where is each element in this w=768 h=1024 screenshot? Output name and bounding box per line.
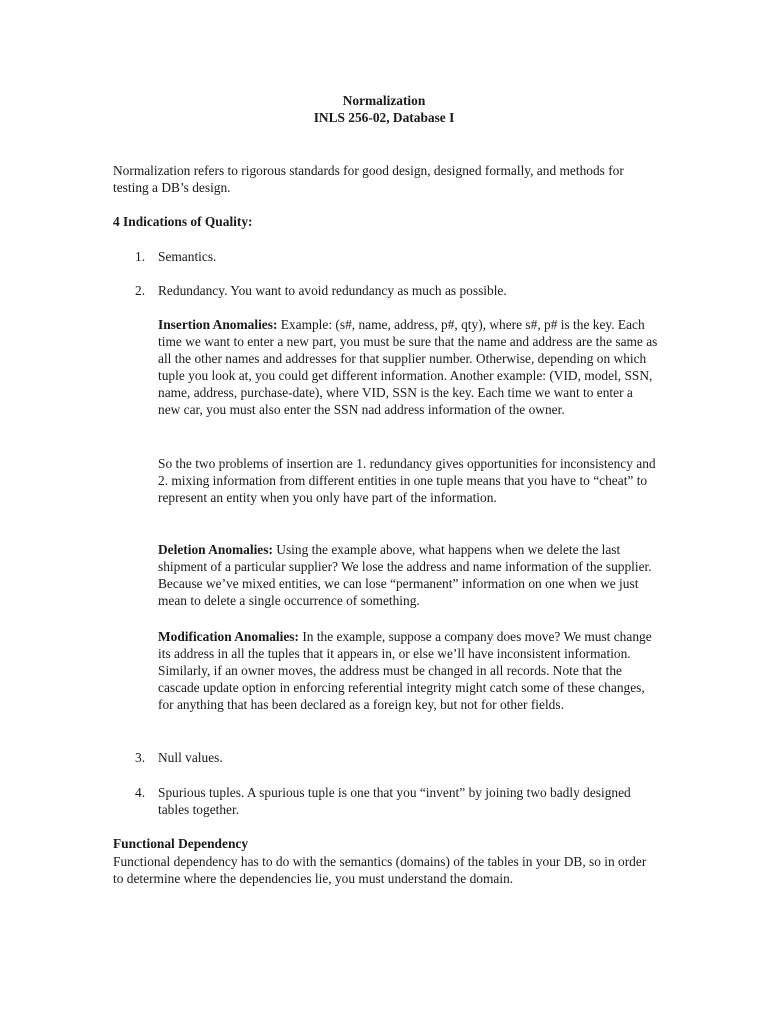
- intro-paragraph: Normalization refers to rigorous standards for good design, designed formally, and methods for testing a DB’s design.: [113, 163, 624, 195]
- list-item-text: Null values.: [158, 750, 223, 765]
- list-item-text: Semantics.: [158, 249, 217, 264]
- insertion-problems-paragraph: So the two problems of insertion are 1. redundancy gives opportunities for inconsistency and 2. mixing information from different entities in one tuple means that you have to “cheat” to represent an entity when you only have part of the information.: [158, 456, 656, 505]
- list-item-number: 2.: [135, 283, 146, 298]
- list-item-text: Spurious tuples. A spurious tuple is one that you “invent” by joining two badly designed tables together.: [158, 785, 631, 817]
- deletion-anomalies-label: Deletion Anomalies:: [158, 542, 273, 557]
- list-item-number: 3.: [135, 750, 146, 765]
- insertion-anomalies-paragraph: [158, 316, 658, 418]
- insertion-anomalies-label: Insertion Anomalies:: [158, 317, 278, 332]
- document-subtitle: INLS 256-02, Database I: [313, 110, 455, 125]
- list-item-text: Redundancy. You want to avoid redundancy as much as possible.: [158, 283, 507, 298]
- quality-heading: 4 Indications of Quality:: [113, 214, 253, 229]
- document-title: Normalization: [342, 93, 426, 108]
- modification-anomalies-label: Modification Anomalies:: [158, 629, 299, 644]
- functional-dependency-heading: Functional Dependency: [113, 836, 249, 851]
- insertion-anomalies-text: Example: (s#, name, address, p#, qty), where s#, p# is the key. Each time we want to enter a new part, you must be sure that the name and address are the same as all the other names and addresses for that supplier number. Otherwise, depending on which tuple you look at, you could get different information. Another example: (VID, model, SSN, name, address, purchase-date), where VID, SSN is the key. Each time we want to enter a new car, you must also enter the SSN nad address information of the owner.: [158, 317, 658, 417]
- list-item-number: 4.: [135, 785, 146, 800]
- modification-anomalies-paragraph: [158, 628, 658, 713]
- deletion-anomalies-paragraph: [158, 541, 658, 609]
- functional-dependency-paragraph: Functional dependency has to do with the semantics (domains) of the tables in your DB, so in order to determine where the dependencies lie, you must understand the domain.: [113, 854, 647, 886]
- deletion-anomalies-text: Using the example above, what happens when we delete the last shipment of a particular supplier? We lose the address and name information of the supplier. Because we’ve mixed entities, we can lose “permanent” information on one when we just mean to delete a single occurrence of something.: [158, 542, 652, 608]
- list-item-number: 1.: [135, 249, 146, 264]
- document-header: [0, 92, 768, 126]
- modification-anomalies-text: In the example, suppose a company does move? We must change its address in all the tuples that it appears in, or else we’ll have inconsistent information. Similarly, if an owner moves, the address must be changed in all records. Note that the cascade update option in enforcing referential integrity might catch some of these changes, for anything that has been declared as a foreign key, but not for other fields.: [158, 629, 652, 712]
